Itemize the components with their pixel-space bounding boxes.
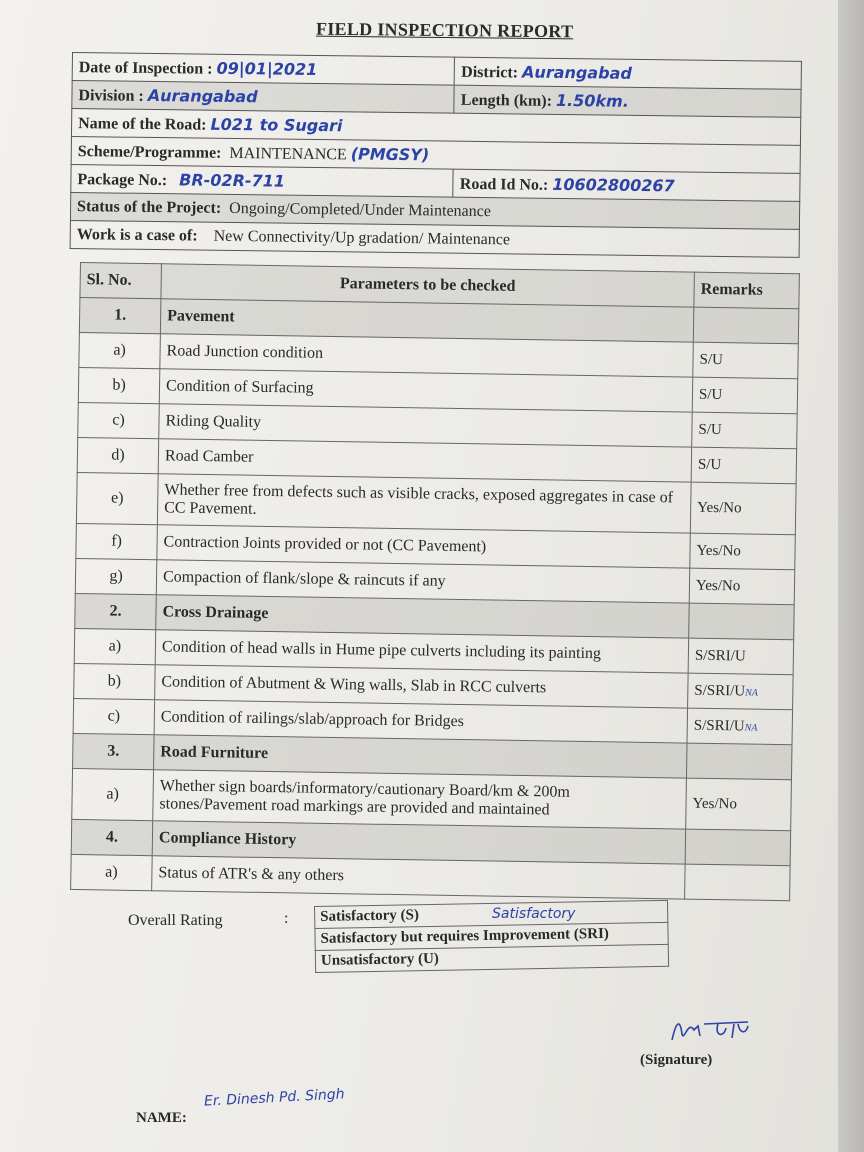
overall-colon: :	[284, 910, 289, 927]
row-parameter: Road Camber	[158, 439, 691, 482]
name-value: Er. Dinesh Pd. Singh	[203, 1086, 345, 1110]
rating-option-u: Unsatisfactory (U)	[315, 944, 668, 972]
row-sl: c)	[73, 698, 155, 734]
row-parameter: Condition of Surfacing	[159, 369, 692, 412]
remark-text: Yes/No	[692, 795, 738, 812]
row-sl: f)	[76, 523, 158, 559]
length-value: 1.50km.	[555, 90, 629, 111]
col-params-header: Parameters to be checked	[161, 264, 694, 307]
row-parameter: Condition of Abutment & Wing walls, Slab in RCC culverts	[155, 665, 688, 708]
rating-handwritten: Satisfactory	[492, 906, 576, 922]
row-parameter: Riding Quality	[159, 404, 692, 447]
signature-label: (Signature)	[640, 1052, 713, 1068]
remark-text: S/U	[698, 386, 723, 403]
row-remark	[689, 568, 795, 605]
name-label: NAME:	[136, 1110, 187, 1126]
remark-text: Yes/No	[695, 577, 741, 594]
row-sl: a)	[72, 768, 154, 820]
row-parameter: Contraction Joints provided or not (CC Pavement)	[157, 525, 690, 568]
remark-text: S/U	[699, 351, 724, 368]
work-cell: Work is a case of: New Connectivity/Up gradation/ Maintenance	[70, 220, 799, 257]
row-sl: a)	[71, 854, 153, 890]
status-cell: Status of the Project: Ongoing/Completed/Under Maintenance	[70, 192, 799, 229]
rating-option-sri: Satisfactory but requires Improvement (SRI)	[315, 922, 668, 950]
division-cell: Division : Aurangabad	[72, 81, 455, 114]
row-parameter: Compaction of flank/slope & raincuts if any	[156, 560, 689, 603]
district-value: Aurangabad	[521, 62, 632, 83]
row-remark	[690, 482, 796, 535]
row-parameter: Road Junction condition	[160, 334, 693, 377]
row-parameter: Compliance History	[152, 821, 685, 864]
row-sl: d)	[77, 437, 159, 473]
row-remark	[686, 743, 792, 780]
remark-text: S/SRI/U	[694, 682, 746, 700]
row-parameter: Condition of railings/slab/approach for Bridges	[154, 700, 687, 743]
remark-text: S/U	[697, 456, 722, 473]
row-parameter: Whether sign boards/informatory/cautionary Board/km & 200m stones/Pavement road markings are provided and maintained	[153, 770, 687, 829]
header-table	[70, 52, 802, 258]
package-cell: Package No.: BR-02R-711	[71, 164, 454, 197]
row-sl: 2.	[75, 593, 157, 629]
row-remark	[687, 708, 793, 745]
row-sl: g)	[75, 558, 157, 594]
scheme-value: MAINTENANCE	[229, 144, 347, 163]
division-value: Aurangabad	[147, 85, 258, 106]
row-parameter: Whether free from defects such as visible cracks, exposed aggregates in case of CC Pavement.	[157, 474, 691, 533]
row-remark	[691, 447, 797, 484]
remark-text: S/U	[698, 421, 722, 438]
row-sl: 3.	[73, 733, 155, 769]
remark-text: S/SRI/U	[693, 717, 745, 734]
row-parameter: Status of ATR's & any others	[152, 856, 685, 899]
length-cell: Length (km): 1.50km.	[454, 85, 801, 117]
row-remark	[689, 603, 795, 640]
row-remark	[690, 533, 796, 570]
row-sl: e)	[76, 472, 158, 524]
scheme-hand: (PMGSY)	[350, 143, 430, 164]
package-value: BR-02R-711	[179, 169, 286, 191]
district-cell: District: Aurangabad	[455, 57, 802, 89]
row-sl: 1.	[79, 298, 161, 334]
road-name-value: L021 to Sugari	[210, 114, 343, 135]
work-value: New Connectivity/Up gradation/ Maintenance	[213, 227, 511, 248]
rating-option-s: Satisfactory (S)	[315, 900, 668, 928]
row-sl: c)	[78, 402, 160, 438]
remark-na: NA	[744, 721, 758, 734]
row-remark	[685, 864, 791, 901]
road-name-cell: Name of the Road: L021 to Sugari	[71, 109, 800, 146]
row-remark	[688, 638, 794, 675]
row-remark	[686, 778, 792, 831]
date-value: 09|01|2021	[216, 58, 318, 79]
remark-text: Yes/No	[696, 542, 741, 559]
report-title: FIELD INSPECTION REPORT	[315, 18, 574, 42]
row-sl: a)	[74, 628, 156, 664]
col-sl-header: Sl. No.	[80, 263, 162, 299]
row-remark	[693, 307, 799, 344]
road-id-cell: Road Id No.: 10602800267	[453, 169, 800, 201]
row-remark	[688, 673, 794, 710]
row-parameter: Condition of head walls in Hume pipe culverts including its painting	[155, 630, 688, 673]
row-remark	[685, 829, 791, 866]
date-label: Date of Inspection : 09|01|2021	[72, 53, 455, 86]
remark-text: Yes/No	[697, 499, 742, 516]
row-remark	[693, 342, 799, 379]
scheme-cell: Scheme/Programme: MAINTENANCE (PMGSY)	[71, 136, 800, 173]
col-remarks-header: Remarks	[694, 272, 800, 309]
parameters-table	[70, 262, 800, 901]
parameters-rows	[71, 298, 799, 901]
page-edge	[838, 0, 864, 1152]
row-sl: b)	[78, 367, 160, 403]
row-parameter: Pavement	[160, 299, 693, 342]
remark-text: S/SRI/U	[694, 647, 746, 665]
remark-na: NA	[745, 687, 759, 699]
row-sl: 4.	[71, 819, 153, 855]
row-sl: b)	[74, 663, 156, 699]
overall-rating-label: Overall Rating	[128, 912, 223, 929]
signature-mark	[668, 1012, 758, 1048]
row-parameter: Road Furniture	[154, 735, 687, 778]
status-value: Ongoing/Completed/Under Maintenance	[229, 199, 492, 220]
row-parameter: Cross Drainage	[156, 595, 689, 638]
road-id-value: 10602800267	[552, 174, 675, 195]
row-remark	[692, 412, 798, 449]
row-sl: a)	[79, 332, 161, 368]
row-remark	[692, 377, 798, 414]
